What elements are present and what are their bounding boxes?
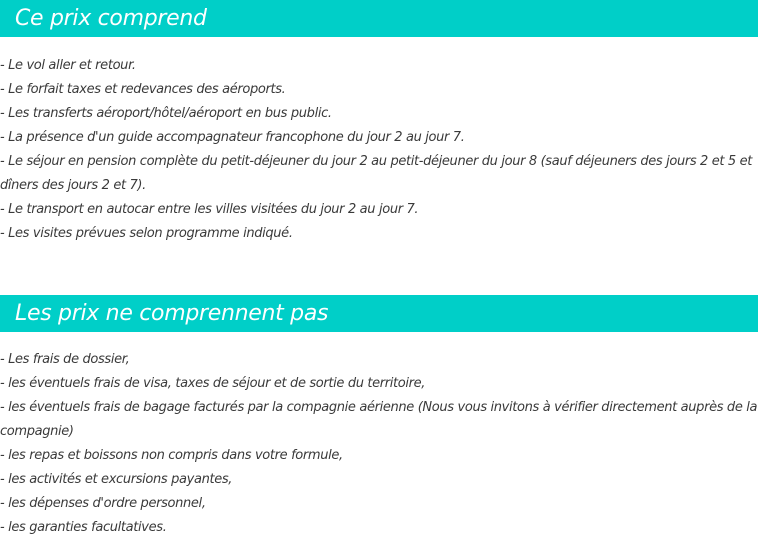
- list-item: - Le vol aller et retour.: [0, 58, 136, 73]
- excluded-list: [0, 348, 758, 540]
- list-item: - les repas et boissons non compris dans votre formule,: [0, 448, 343, 463]
- list-item: - Les transferts aéroport/hôtel/aéroport en bus public.: [0, 106, 332, 121]
- list-item: - La présence d'un guide accompagnateur francophone du jour 2 au jour 7.: [0, 130, 465, 145]
- list-item: - Les visites prévues selon programme indiqué.: [0, 226, 293, 241]
- list-item: - les dépenses d'ordre personnel,: [0, 496, 206, 511]
- included-list: [0, 54, 758, 246]
- list-item: - Les frais de dossier,: [0, 352, 130, 367]
- list-item: - les activités et excursions payantes,: [0, 472, 233, 487]
- list-item: - les éventuels frais de visa, taxes de séjour et de sortie du territoire,: [0, 376, 426, 391]
- list-item: - Le forfait taxes et redevances des aéroports.: [0, 82, 286, 97]
- list-item: - les garanties facultatives.: [0, 520, 167, 535]
- section-title-included: Ce prix comprend: [0, 0, 758, 37]
- section-title-excluded: Les prix ne comprennent pas: [0, 295, 758, 332]
- list-item: - Le transport en autocar entre les villes visitées du jour 2 au jour 7.: [0, 202, 419, 217]
- list-item: - Le séjour en pension complète du petit-déjeuner du jour 2 au petit-déjeuner du jour 8 (sauf déjeuners des jours 2 et 5 et dîners des jours 2 et 7).: [0, 154, 753, 193]
- list-item: - les éventuels frais de bagage facturés par la compagnie aérienne (Nous vous invitons à vérifier directement auprès de la compagnie): [0, 400, 758, 439]
